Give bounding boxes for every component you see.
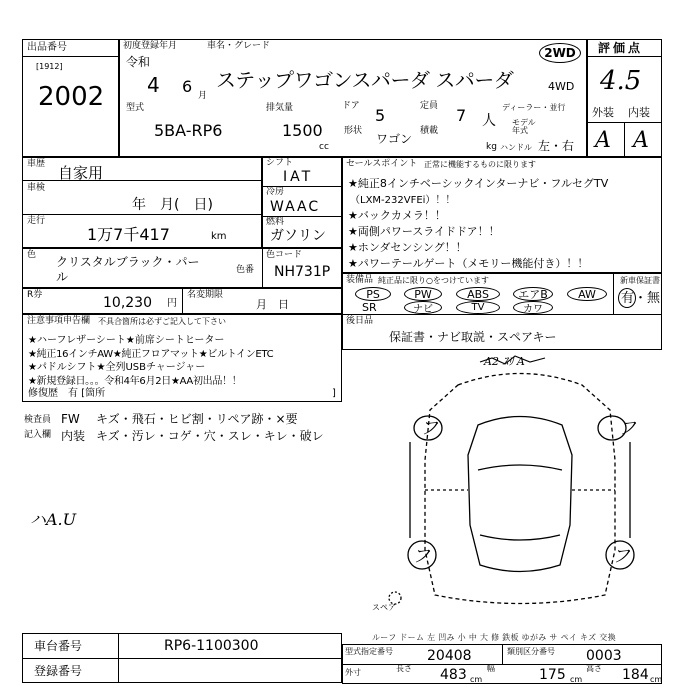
color-code: NH731P: [274, 264, 331, 280]
height-label: 高さ: [586, 664, 602, 673]
model-code: 5BA-RP6: [154, 121, 223, 140]
mileage-value: 1万7千417: [87, 225, 170, 244]
shape-label: 形状: [344, 126, 363, 136]
equipment-leather: カワ: [513, 301, 553, 314]
chassis-label: 車台番号: [34, 639, 83, 653]
car-name: ステップワゴンスパーダ スパーダ: [216, 68, 514, 92]
accessories-value: 保証書・ナビ取説・スペアキー: [389, 330, 557, 344]
ac-label: 冷房: [266, 187, 285, 197]
note-item: ★純正16インチAW★純正フロアマット★ビルトインETC: [28, 348, 274, 360]
dimension-label: 外寸: [345, 668, 361, 677]
length-unit: cm: [470, 675, 483, 684]
model-year-label: モデル年式: [512, 118, 536, 135]
equipment-ps: PS: [355, 287, 391, 301]
equipment-sr: SR: [362, 301, 377, 314]
reg-month: 6: [182, 77, 193, 96]
width-label: 幅: [487, 664, 495, 673]
sales-point-item: ★両側パワースライドドア！！: [348, 225, 500, 238]
equipment-note: 純正品に限り○をつけています: [378, 276, 489, 285]
grade-score: 4.5: [600, 66, 642, 96]
note-item: ★ハーフレザーシート★前席シートヒーター: [28, 335, 225, 346]
inspection-label: 車検: [27, 183, 46, 193]
warranty-value: 有・無: [621, 291, 661, 306]
inspector-signature: ハA.U: [30, 510, 77, 529]
warranty-yes-circle: [618, 288, 636, 308]
height-value: 184: [622, 667, 649, 683]
sales-point-item: ★パワーテールゲート（メモリー機能付き）！！: [348, 257, 589, 270]
equipment-abs: ABS: [456, 287, 500, 301]
cc-label: cc: [319, 142, 329, 152]
history-value: 自家用: [58, 164, 104, 182]
capacity-unit: 人: [482, 113, 496, 129]
car-condition-diagram: [380, 350, 660, 620]
drive-4wd: 4WD: [548, 80, 575, 93]
accessories-label: 後日品: [346, 316, 374, 326]
recycle-unit: 円: [167, 298, 177, 309]
equipment-airbag: エアB: [513, 287, 553, 301]
exterior-label: 外装: [592, 106, 614, 119]
equipment-tv: TV: [456, 301, 500, 314]
sales-point-item: ★純正8インチベーシックインターナビ・フルセグTV: [348, 177, 609, 190]
warranty-label: 新車保証書: [620, 276, 660, 285]
shift-value: IAT: [283, 169, 314, 185]
recycle-label: R券: [27, 290, 43, 300]
name-label: 車名・グレード: [207, 41, 271, 51]
sales-points-list: [348, 175, 658, 271]
dealer-label: ディーラー・並行: [502, 103, 566, 112]
interior-grade: A: [633, 128, 649, 153]
inspector-label: 検査員: [24, 415, 52, 425]
handle-value: 左・右: [538, 139, 575, 153]
lot-number: 2002: [38, 82, 105, 112]
door-label: ドア: [342, 101, 360, 111]
type-designation-value: 20408: [427, 648, 472, 664]
class-number-label: 類別区分番号: [507, 647, 555, 656]
drive-2wd-circled: 2WD: [539, 43, 581, 63]
note-item: ★新規登録日。。。令和4年6月2日★AA初出品！！: [28, 375, 242, 387]
spare-label: スペア: [372, 603, 396, 612]
era: 令和: [126, 55, 151, 69]
fuel-value: ガソリン: [270, 228, 326, 244]
sales-points-label: セールスポイント: [346, 159, 418, 169]
grade-label: 評価点: [598, 41, 644, 55]
registration-label: 登録番号: [34, 664, 83, 678]
repair-bracket: ]: [332, 388, 336, 399]
displacement-label: 排気量: [266, 103, 294, 113]
equipment-pw: PW: [404, 287, 442, 301]
height-unit: cm: [650, 675, 663, 684]
name-change-label: 名変期限: [187, 290, 224, 300]
reg-year: 4: [147, 73, 160, 97]
chassis-value: RP6-1100300: [164, 638, 259, 654]
notes-label: 注意事項申告欄: [27, 316, 91, 326]
equipment-navi: ナビ: [404, 301, 442, 314]
damage-mark-rear-left: フ: [412, 546, 430, 567]
equipment-aw: AW: [567, 287, 607, 301]
shift-label: シフト: [266, 158, 294, 168]
notes-list: [28, 331, 340, 385]
recycle-value: 10,230: [103, 295, 152, 311]
handle-label: ハンドル: [500, 143, 532, 152]
lot-code: [1912]: [36, 62, 63, 71]
sales-point-item: ★バックカメラ！！: [348, 209, 446, 222]
damage-mark-rear-right: フ: [612, 546, 630, 567]
inspection-value: 年 月( 日): [132, 197, 213, 213]
shape: ワゴン: [376, 132, 413, 146]
history-label: 車歴: [27, 159, 46, 169]
equipment-label: 装備品: [346, 275, 374, 285]
inspector-interior: 内装: [61, 429, 86, 443]
reg-label: 初度登録年月: [123, 41, 178, 51]
class-number-value: 0003: [586, 648, 622, 664]
ac-value: WAAC: [270, 199, 321, 215]
door-count: 5: [375, 106, 386, 125]
mileage-unit: km: [211, 231, 227, 242]
width-unit: cm: [570, 675, 583, 684]
type-designation-label: 型式指定番号: [345, 647, 393, 656]
sales-point-item: （LXM-232VFEi）！！: [350, 195, 456, 206]
color-code-sublabel: 色コード: [266, 250, 303, 260]
length-value: 483: [440, 667, 467, 683]
diagram-top-note: A2 ｽﾘ A: [484, 355, 525, 368]
name-change-value: 月 日: [256, 298, 289, 311]
inspector-fw-items: キズ・飛石・ヒビ割・リペア跡・×要: [96, 412, 298, 426]
color-label: 色: [27, 250, 37, 260]
sales-point-item: ★ホンダセンシング！！: [348, 241, 467, 254]
damage-mark-front-right: フ: [618, 418, 636, 439]
load-label: 積載: [420, 126, 439, 136]
mileage-label: 走行: [27, 216, 46, 226]
damage-mark-front-left: フ: [420, 418, 438, 439]
capacity: 7: [456, 106, 467, 125]
inspector-interior-items: キズ・汚レ・コゲ・穴・スレ・キレ・破レ: [96, 429, 324, 443]
inspector-label-2: 記入欄: [24, 430, 52, 440]
inspector-fw: FW: [61, 412, 80, 426]
kg-label: kg: [486, 142, 497, 152]
damage-legend: ルーフ ドーム 左 凹み 小 中 大 修 鉄板 ゆがみ サ ペイ キズ 交換: [372, 633, 616, 642]
notes-sub: 不具合箇所は必ずご記入して下さい: [98, 317, 226, 326]
color-value: クリスタルブラック・パール: [56, 255, 200, 284]
type-label: 型式: [126, 103, 145, 113]
exterior-grade: A: [595, 128, 611, 153]
note-item: ★パドルシフト★全列USBチャージャー: [28, 362, 206, 373]
length-label: 長さ: [396, 664, 412, 673]
repair-value: 有 [箇所: [68, 388, 106, 399]
sales-points-note: 正常に機能するものに限ります: [424, 160, 536, 169]
capacity-label: 定員: [420, 101, 439, 111]
interior-label: 内装: [628, 106, 650, 119]
width-value: 175: [539, 667, 566, 683]
displacement: 1500: [282, 121, 323, 140]
fuel-label: 燃料: [266, 217, 285, 227]
reg-month-unit: 月: [198, 91, 208, 101]
color-code-label: 色番: [236, 265, 255, 275]
repair-label: 修復歴: [28, 388, 58, 399]
lot-label: 出品番号: [27, 42, 67, 53]
